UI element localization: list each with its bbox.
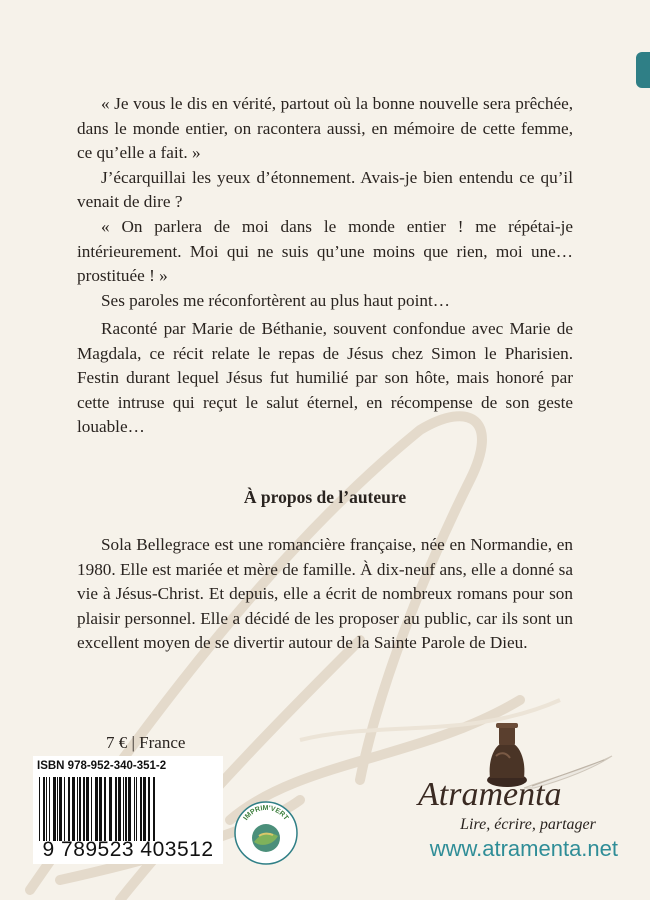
publisher-name: Atramenta bbox=[418, 776, 562, 813]
summary-block bbox=[77, 317, 573, 440]
isbn-label: ISBN 978-952-340-351-2 bbox=[37, 760, 167, 772]
barcode-bar bbox=[118, 777, 121, 841]
barcode-bar bbox=[104, 777, 106, 841]
barcode-bar bbox=[91, 777, 92, 841]
summary-paragraph: Raconté par Marie de Béthanie, souvent confondue avec Marie de Magdala, ce récit relate le repas de Jésus chez Simon le Pharisien. Festin durant lequel Jésus fut humilié par son hôte, mais honoré par cette intruse qui reçut le salut éternel, en récompense de son geste louable… bbox=[77, 319, 573, 437]
barcode-bar bbox=[140, 777, 142, 841]
barcode-bar bbox=[109, 777, 112, 841]
excerpt-paragraph: « Je vous le dis en vérité, partout où la bonne nouvelle sera prêchée, dans le monde entier, on racontera aussi, en mémoire de cette femme, ce qu’elle a fait. » bbox=[77, 94, 573, 163]
barcode-bar bbox=[143, 777, 146, 841]
barcode-bar bbox=[49, 777, 50, 841]
barcode-bar bbox=[83, 777, 85, 841]
barcode-digits: 9 789523 403512 bbox=[42, 838, 214, 861]
excerpt-paragraph: « On parlera de moi dans le monde entier ! me répétai-je intérieurement. Moi qui ne suis qu’une moins que rien, moi une… prostituée ! » bbox=[77, 216, 573, 286]
barcode-bar bbox=[128, 777, 131, 841]
excerpt-block bbox=[77, 92, 573, 313]
publisher-tagline: Lire, écrire, partager bbox=[460, 816, 596, 833]
barcode-icon bbox=[37, 777, 219, 841]
publisher-url-link[interactable]: www.atramenta.net bbox=[429, 836, 618, 861]
barcode-bar bbox=[43, 777, 45, 841]
barcode-bar bbox=[95, 777, 98, 841]
barcode-bar bbox=[115, 777, 117, 841]
barcode-bar bbox=[39, 777, 40, 841]
eco-label-text: IMPRIM'VERT bbox=[242, 804, 290, 822]
barcode-bar bbox=[68, 777, 70, 841]
barcode-bar bbox=[125, 777, 127, 841]
author-bio-block bbox=[77, 533, 573, 656]
imprim-vert-logo-icon bbox=[233, 800, 299, 866]
barcode-bar bbox=[59, 777, 62, 841]
barcode-bar bbox=[64, 777, 65, 841]
author-heading: À propos de l’auteure bbox=[243, 487, 407, 507]
barcode-bar bbox=[99, 777, 102, 841]
barcode-bar bbox=[153, 777, 155, 841]
barcode-bar bbox=[46, 777, 47, 841]
barcode-bar bbox=[123, 777, 124, 841]
barcode-bar bbox=[86, 777, 89, 841]
barcode-bar bbox=[53, 777, 56, 841]
price-label: 7 € | France bbox=[106, 733, 186, 752]
barcode-bar bbox=[148, 777, 150, 841]
barcode-bar bbox=[57, 777, 58, 841]
barcode-bar bbox=[77, 777, 78, 841]
excerpt-paragraph: J’écarquillai les yeux d’étonnement. Avais-je bien entendu ce qu’il venait de dire ? bbox=[77, 167, 573, 212]
barcode-bar bbox=[136, 777, 137, 841]
barcode-bar bbox=[134, 777, 135, 841]
barcode-bar bbox=[79, 777, 81, 841]
author-bio: Sola Bellegrace est une romancière française, née en Normandie, en 1980. Elle est mariée et mère de famille. À dix-neuf ans, elle a donné sa vie à Jésus-Christ. Et depuis, elle a écrit de nombreux romans pour son plaisir personnel. Elle a décidé de les proposer au public, car ils sont un excellent moyen de se divertir autour de la Sainte Parole de Dieu. bbox=[77, 535, 573, 653]
excerpt-paragraph: Ses paroles me réconfortèrent au plus haut point… bbox=[101, 290, 450, 310]
corner-tab bbox=[636, 52, 650, 88]
barcode-bar bbox=[72, 777, 75, 841]
